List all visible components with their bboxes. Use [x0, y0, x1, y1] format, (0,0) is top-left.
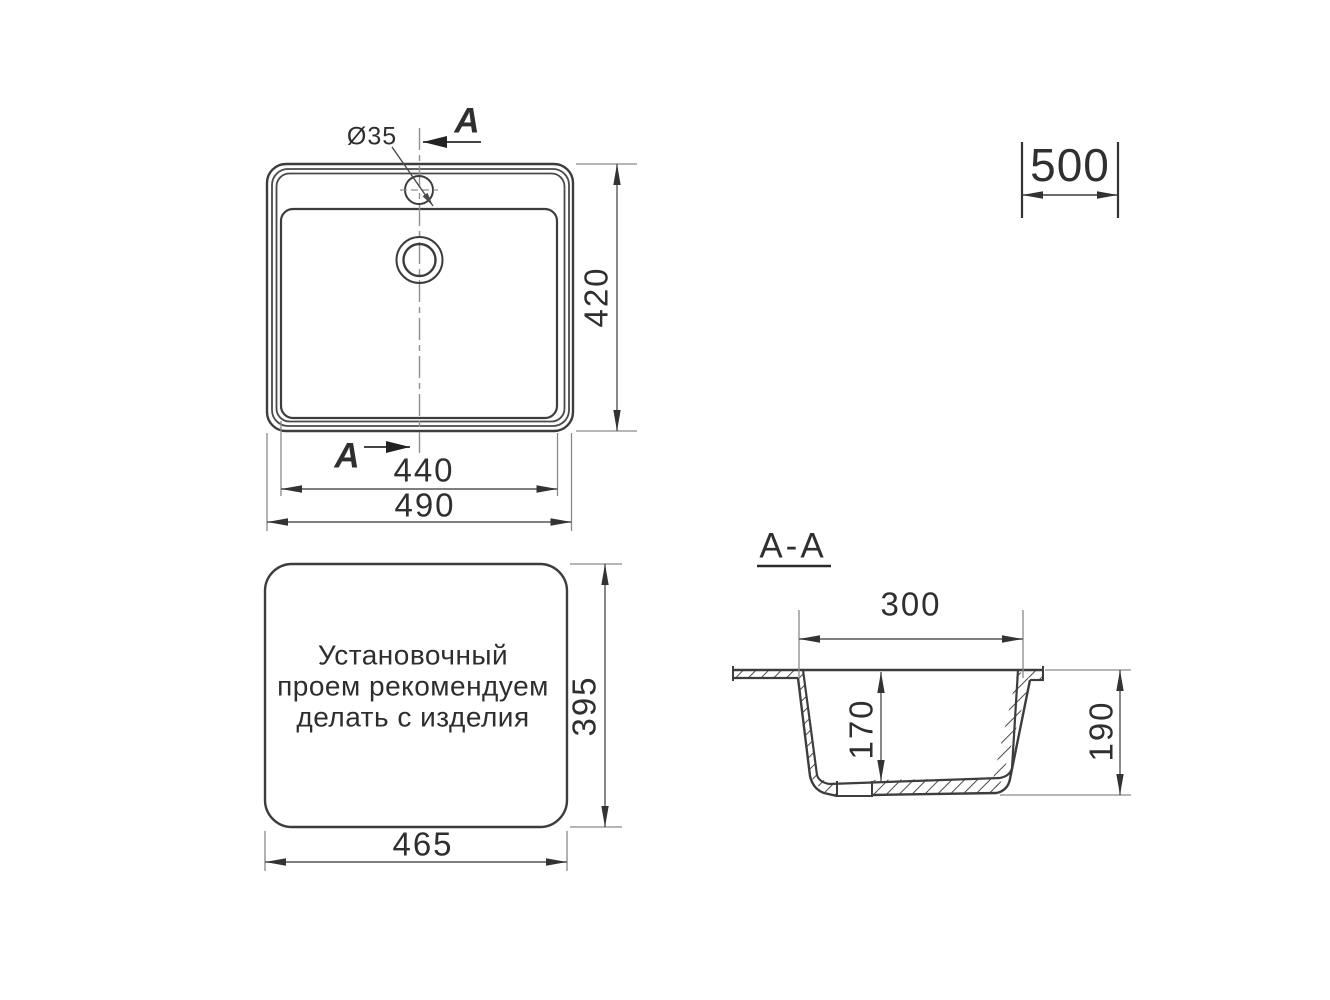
dim-395-label: 395	[565, 675, 603, 737]
section-letter-top: A	[454, 101, 480, 141]
cutout-note-line2: проем рекомендуем	[277, 670, 549, 702]
section-letter-bottom: A	[334, 436, 360, 476]
faucet-diameter-label: Ø35	[346, 122, 398, 151]
dim-190-label: 190	[1082, 700, 1120, 762]
dim-420-label: 420	[577, 266, 615, 328]
dim-300-label: 300	[880, 585, 942, 623]
sink-rim-inner-outline	[277, 174, 565, 422]
diameter-leader-line	[392, 147, 433, 206]
section-cut-arrows	[364, 142, 481, 447]
dim-170-label: 170	[842, 698, 880, 760]
section-title: A-A	[759, 526, 827, 566]
sink-rim-outline	[272, 169, 569, 426]
dim-440-label: 440	[393, 451, 455, 489]
dim-465-label: 465	[392, 825, 454, 863]
cutout-note-line1: Установочный	[317, 639, 509, 671]
dim-490-label: 490	[394, 486, 456, 524]
section-hatching	[733, 670, 1043, 795]
dim-500-label: 500	[1030, 139, 1110, 191]
cutout-note-line3: делать с изделия	[296, 701, 530, 733]
